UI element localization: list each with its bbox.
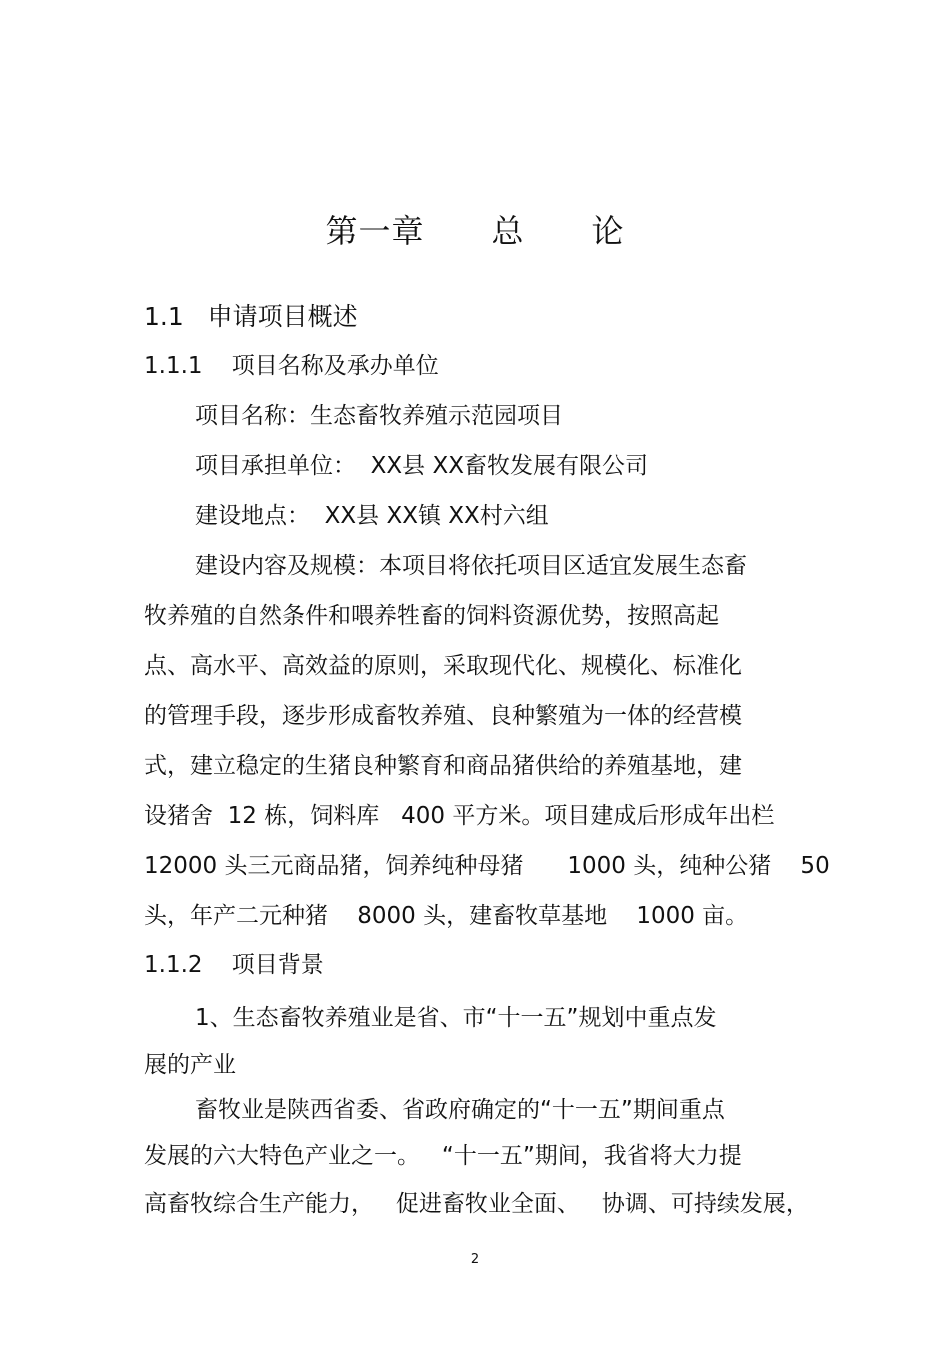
paragraph-line: 点、高水平、高效益的原则，采取现代化、规模化、标准化 [144,653,742,679]
section-number: 1.1.1 [144,353,203,379]
chapter-title: 第一章 总 论 [325,212,625,250]
paragraph-line: 发展的六大特色产业之一。 “十一五”期间，我省将大力提 [144,1143,742,1169]
section-heading-1-1 [144,302,358,332]
undertaking-unit-line: 项目承担单位： XX县 XX畜牧发展有限公司 [195,453,648,479]
section-heading-1-1-2 [144,950,324,980]
project-name-line: 项目名称：生态畜牧养殖示范园项目 [195,403,563,429]
paragraph-line: 设猪舍 12 栋，饲料库 400 平方米。项目建成后形成年出栏 [144,803,775,829]
paragraph-line: 1、生态畜牧养殖业是省、市“十一五”规划中重点发 [195,1005,717,1031]
section-title: 申请项目概述 [207,302,358,331]
section-heading-1-1-1 [144,351,439,381]
paragraph-line: 式，建立稳定的生猪良种繁育和商品猪供给的养殖基地，建 [144,753,742,779]
section-number: 1.1 [144,302,184,331]
paragraph-line: 建设内容及规模：本项目将依托项目区适宜发展生态畜 [195,553,747,579]
paragraph-line: 牧养殖的自然条件和喂养牲畜的饲料资源优势，按照高起 [144,603,719,629]
construction-site-line: 建设地点： XX县 XX镇 XX村六组 [195,503,549,529]
section-title: 项目背景 [231,952,324,978]
paragraph-line: 12000 头三元商品猪，饲养纯种母猪 1000 头，纯种公猪 50 [144,853,830,879]
paragraph-line: 头，年产二元种猪 8000 头，建畜牧草基地 1000 亩。 [144,903,749,929]
section-title: 项目名称及承办单位 [231,353,439,379]
page-number: 2 [470,1252,480,1267]
paragraph-line: 的管理手段，逐步形成畜牧养殖、良种繁殖为一体的经营模 [144,703,742,729]
section-number: 1.1.2 [144,952,203,978]
paragraph-line: 展的产业 [144,1052,236,1078]
paragraph-line: 畜牧业是陕西省委、省政府确定的“十一五”期间重点 [195,1097,725,1123]
paragraph-line: 高畜牧综合生产能力， 促进畜牧业全面、 协调、可持续发展， [144,1191,809,1217]
